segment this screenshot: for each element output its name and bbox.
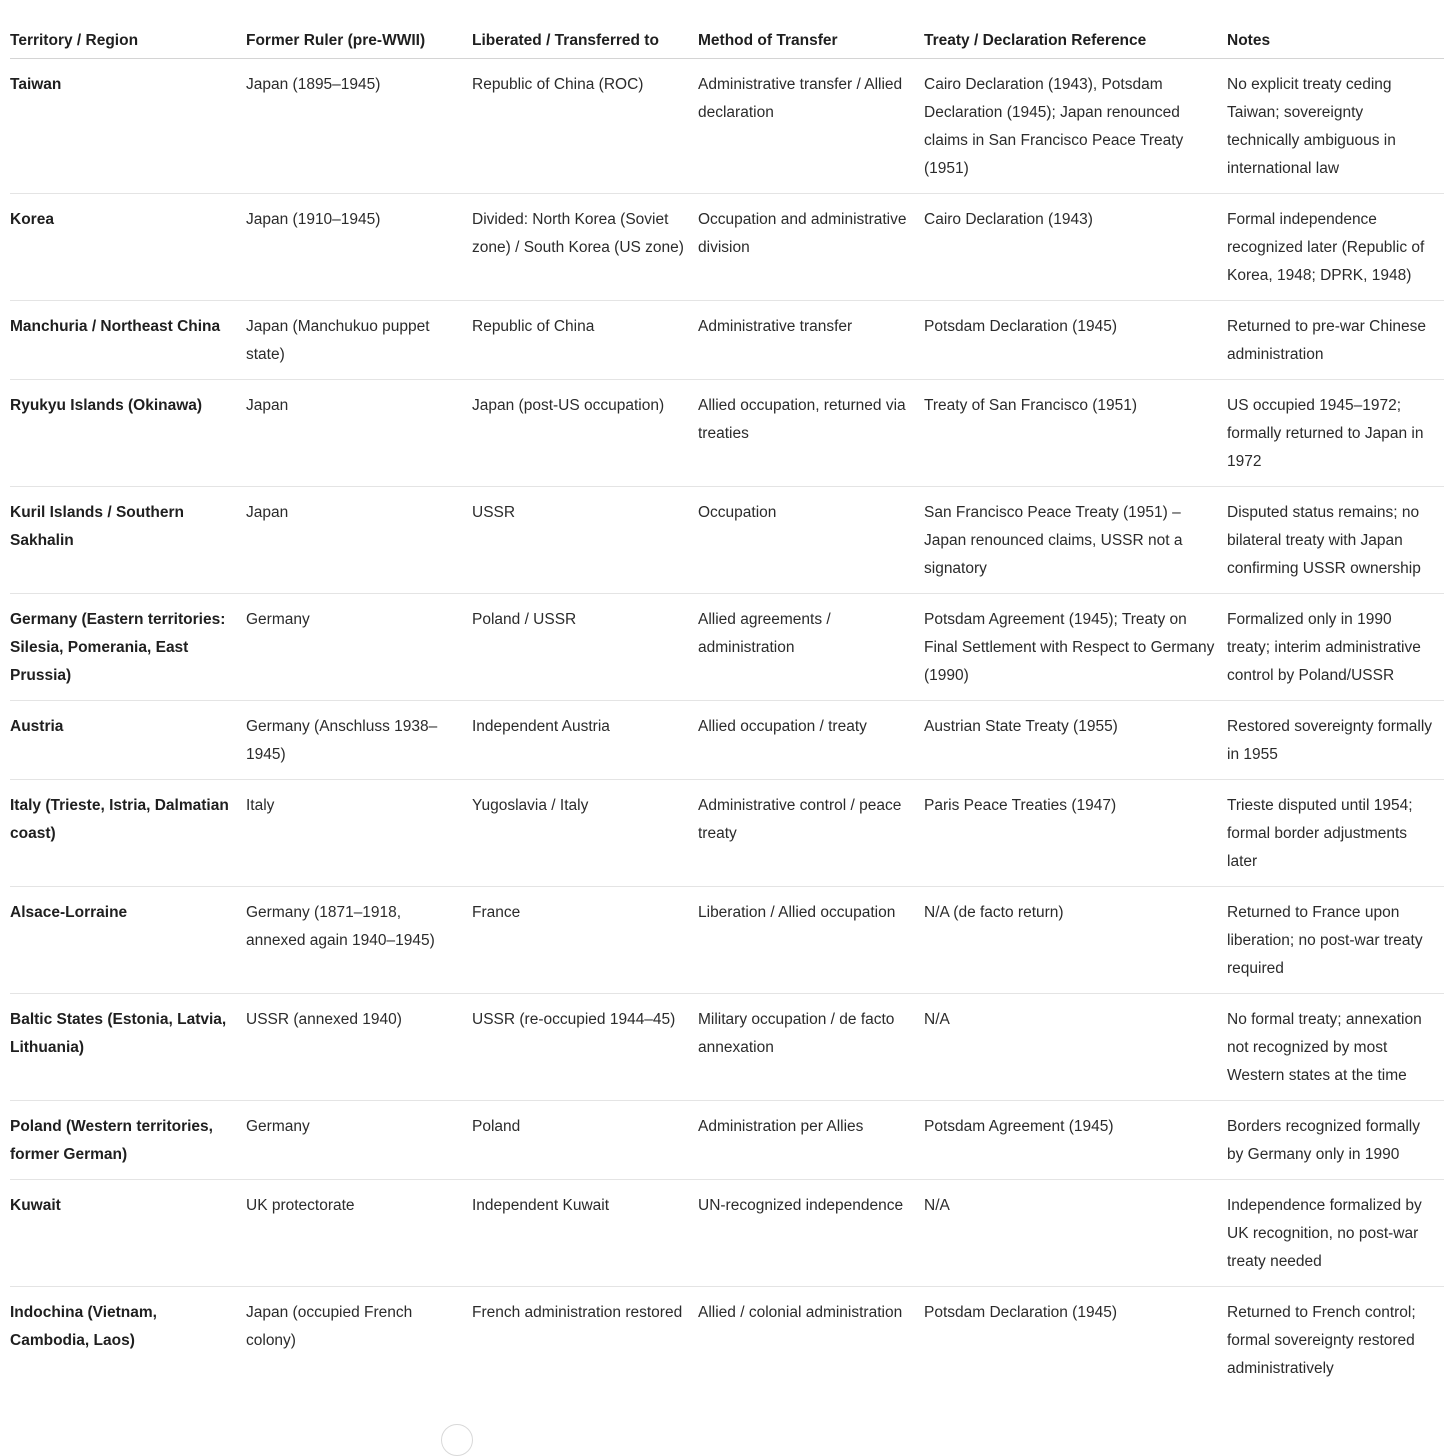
cell-former-ruler: Germany (1871–1918, annexed again 1940–1945)	[246, 886, 472, 993]
table-row	[10, 193, 1444, 300]
cell-notes: Trieste disputed until 1954; formal border adjustments later	[1227, 779, 1444, 886]
cell-treaty: N/A	[924, 1179, 1227, 1286]
cell-transferred-to: Yugoslavia / Italy	[472, 779, 698, 886]
cell-former-ruler: Germany (Anschluss 1938–1945)	[246, 700, 472, 779]
cell-notes: US occupied 1945–1972; formally returned to Japan in 1972	[1227, 379, 1444, 486]
table-row	[10, 1179, 1444, 1286]
header-transferred-to: Liberated / Transferred to	[472, 0, 698, 58]
cell-method: Administration per Allies	[698, 1100, 924, 1179]
cell-method: Liberation / Allied occupation	[698, 886, 924, 993]
cell-treaty: N/A	[924, 993, 1227, 1100]
table-row	[10, 993, 1444, 1100]
cell-treaty: Potsdam Declaration (1945)	[924, 300, 1227, 379]
table-row	[10, 486, 1444, 593]
cell-territory: Germany (Eastern territories: Silesia, Pomerania, East Prussia)	[10, 593, 246, 700]
cell-former-ruler: Germany	[246, 593, 472, 700]
cell-territory: Manchuria / Northeast China	[10, 300, 246, 379]
cell-transferred-to: France	[472, 886, 698, 993]
cell-notes: Formal independence recognized later (Republic of Korea, 1948; DPRK, 1948)	[1227, 193, 1444, 300]
cell-notes: Returned to French control; formal sovereignty restored administratively	[1227, 1303, 1416, 1377]
cell-former-ruler: Japan (Manchukuo puppet state)	[246, 300, 472, 379]
cell-treaty: Austrian State Treaty (1955)	[924, 700, 1227, 779]
cell-former-ruler: UK protectorate	[246, 1179, 472, 1286]
cell-territory: Ryukyu Islands (Okinawa)	[10, 379, 246, 486]
table-row	[10, 886, 1444, 993]
cell-transferred-to: Republic of China	[472, 300, 698, 379]
cell-treaty: Potsdam Agreement (1945); Treaty on Final Settlement with Respect to Germany (1990)	[924, 593, 1227, 700]
cell-method: Allied occupation, returned via treaties	[698, 379, 924, 486]
cell-treaty: Cairo Declaration (1943)	[924, 193, 1227, 300]
cell-territory: Alsace-Lorraine	[10, 886, 246, 993]
cell-territory: Kuril Islands / Southern Sakhalin	[10, 486, 246, 593]
cell-notes: Returned to France upon liberation; no post-war treaty required	[1227, 886, 1444, 993]
table-row	[10, 593, 1444, 700]
cell-notes: Formalized only in 1990 treaty; interim administrative control by Poland/USSR	[1227, 593, 1444, 700]
header-row	[10, 0, 1444, 58]
header-treaty: Treaty / Declaration Reference	[924, 0, 1227, 58]
cell-territory: Poland (Western territories, former German)	[10, 1100, 246, 1179]
cell-notes: Restored sovereignty formally in 1955	[1227, 700, 1444, 779]
territory-transfer-table	[10, 0, 1444, 1393]
cell-transferred-to: Divided: North Korea (Soviet zone) / South Korea (US zone)	[472, 193, 698, 300]
cell-transferred-to: Independent Austria	[472, 700, 698, 779]
table-row	[10, 700, 1444, 779]
cell-transferred-to: Independent Kuwait	[472, 1179, 698, 1286]
cell-method: Allied / colonial administration	[698, 1303, 903, 1321]
table-row	[10, 1286, 1444, 1393]
cell-transferred-to: Japan (post-US occupation)	[472, 379, 698, 486]
table-row	[10, 300, 1444, 379]
cell-notes: Disputed status remains; no bilateral treaty with Japan confirming USSR ownership	[1227, 486, 1444, 593]
cell-method: UN-recognized independence	[698, 1179, 924, 1286]
cell-treaty: Paris Peace Treaties (1947)	[924, 779, 1227, 886]
header-notes: Notes	[1227, 0, 1444, 58]
cell-transferred-to: Republic of China (ROC)	[472, 58, 698, 193]
cell-notes: No formal treaty; annexation not recognized by most Western states at the time	[1227, 993, 1444, 1100]
cell-notes: Borders recognized formally by Germany only in 1990	[1227, 1100, 1444, 1179]
table-header	[10, 0, 1444, 58]
cell-treaty: San Francisco Peace Treaty (1951) – Japan renounced claims, USSR not a signatory	[924, 486, 1227, 593]
table-row	[10, 779, 1444, 886]
cell-territory: Taiwan	[10, 58, 246, 193]
table-row	[10, 1100, 1444, 1179]
cell-treaty: Treaty of San Francisco (1951)	[924, 379, 1227, 486]
scroll-down-button[interactable]	[441, 1424, 473, 1456]
cell-method: Administrative transfer	[698, 300, 924, 379]
cell-method: Military occupation / de facto annexation	[698, 993, 924, 1100]
cell-transferred-to: USSR (re-occupied 1944–45)	[472, 993, 698, 1100]
cell-notes: Returned to pre-war Chinese administration	[1227, 300, 1444, 379]
cell-territory: Korea	[10, 193, 246, 300]
cell-notes: No explicit treaty ceding Taiwan; sovereignty technically ambiguous in international law	[1227, 58, 1444, 193]
table-body	[10, 58, 1444, 1393]
table-row	[10, 58, 1444, 193]
cell-method: Administrative control / peace treaty	[698, 779, 924, 886]
cell-method: Occupation and administrative division	[698, 193, 924, 300]
cell-treaty: Potsdam Agreement (1945)	[924, 1100, 1227, 1179]
cell-former-ruler: Italy	[246, 779, 472, 886]
cell-territory: Indochina (Vietnam, Cambodia, Laos)	[10, 1303, 157, 1349]
cell-territory: Italy (Trieste, Istria, Dalmatian coast)	[10, 779, 246, 886]
table-row	[10, 379, 1444, 486]
cell-notes: Independence formalized by UK recognition, no post-war treaty needed	[1227, 1179, 1444, 1286]
cell-treaty: N/A (de facto return)	[924, 886, 1227, 993]
cell-former-ruler: Japan	[246, 486, 472, 593]
cell-former-ruler: Japan	[246, 379, 472, 486]
cell-transferred-to: USSR	[472, 486, 698, 593]
cell-former-ruler: Germany	[246, 1100, 472, 1179]
cell-territory: Austria	[10, 700, 246, 779]
cell-territory: Baltic States (Estonia, Latvia, Lithuania)	[10, 993, 246, 1100]
header-former-ruler: Former Ruler (pre-WWII)	[246, 0, 472, 58]
cell-territory: Kuwait	[10, 1179, 246, 1286]
cell-former-ruler: Japan (occupied French colony)	[246, 1303, 413, 1349]
cell-former-ruler: USSR (annexed 1940)	[246, 993, 472, 1100]
header-method: Method of Transfer	[698, 0, 924, 58]
cell-method: Allied occupation / treaty	[698, 700, 924, 779]
header-territory: Territory / Region	[10, 0, 246, 58]
cell-former-ruler: Japan (1895–1945)	[246, 58, 472, 193]
cell-method: Occupation	[698, 486, 924, 593]
cell-transferred-to: Poland / USSR	[472, 593, 698, 700]
cell-treaty: Potsdam Declaration (1945)	[924, 1303, 1117, 1321]
cell-treaty: Cairo Declaration (1943), Potsdam Declaration (1945); Japan renounced claims in San Francisco Peace Treaty (1951)	[924, 58, 1227, 193]
cell-method: Allied agreements / administration	[698, 593, 924, 700]
cell-former-ruler: Japan (1910–1945)	[246, 193, 472, 300]
cell-transferred-to: French administration restored	[472, 1303, 683, 1321]
cell-transferred-to: Poland	[472, 1100, 698, 1179]
cell-method: Administrative transfer / Allied declaration	[698, 58, 924, 193]
